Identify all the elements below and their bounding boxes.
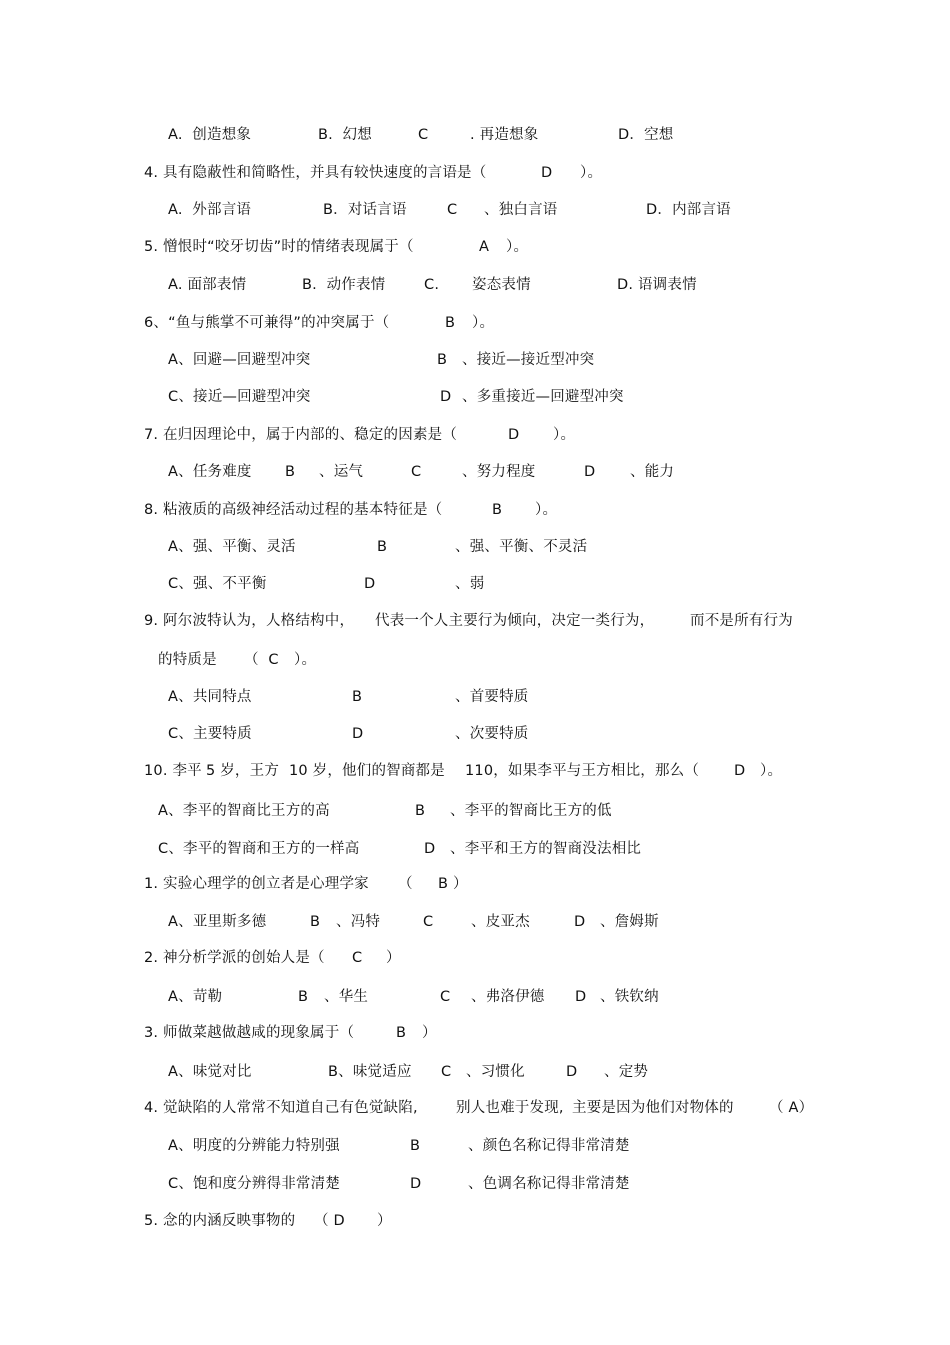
text-segment: ）。 — [294, 652, 317, 668]
text-segment: C — [411, 464, 422, 480]
text-segment: B — [377, 539, 388, 555]
text-segment: . 再造想象 — [470, 127, 539, 143]
text-segment: 7. 在归因理论中，属于内部的、稳定的因素是（ — [144, 427, 458, 443]
text-segment: B — [285, 464, 296, 480]
text-segment: C — [440, 989, 451, 1005]
text-segment: D — [566, 1064, 578, 1080]
text-segment: C、李平的智商和王方的一样高 — [158, 841, 360, 857]
text-segment: A、味觉对比 — [168, 1064, 252, 1080]
text-segment: ）。 — [553, 427, 576, 443]
text-segment: A、回避—回避型冲突 — [168, 352, 311, 368]
text-segment: （ — [398, 876, 413, 892]
text-segment: 、次要特质 — [455, 726, 529, 742]
text-segment: D. 语调表情 — [617, 277, 697, 293]
text-segment: B — [298, 989, 309, 1005]
text-segment: 8. 粘液质的高级神经活动过程的基本特征是（ — [144, 502, 443, 518]
text-segment: A. 外部言语 — [168, 202, 252, 218]
text-segment: 9. 阿尔波特认为，人格结构中， — [144, 613, 355, 629]
text-segment: B — [310, 914, 321, 930]
text-segment: D — [440, 389, 452, 405]
text-segment: 、能力 — [630, 464, 675, 480]
text-segment: A、任务难度 — [168, 464, 252, 480]
text-segment: 、独白言语 — [484, 202, 558, 218]
text-segment: 、华生 — [324, 989, 369, 1005]
text-segment: 、弗洛伊德 — [471, 989, 545, 1005]
text-segment: 、颜色名称记得非常清楚 — [468, 1138, 630, 1154]
text-segment: ）。 — [760, 763, 783, 779]
text-segment: 主要是因为他们对物体的 — [572, 1100, 734, 1116]
text-segment: 、多重接近—回避型冲突 — [462, 389, 624, 405]
text-segment: 、色调名称记得非常清楚 — [468, 1176, 630, 1192]
text-segment: B — [445, 315, 456, 331]
text-segment: D — [508, 427, 520, 443]
text-segment: A、共同特点 — [168, 689, 252, 705]
text-segment: 5 岁，王方 — [206, 763, 280, 779]
text-segment: D — [424, 841, 436, 857]
text-segment: 、定势 — [604, 1064, 649, 1080]
text-segment: D — [541, 165, 553, 181]
text-segment: 姿态表情 — [472, 277, 531, 293]
text-segment: C — [423, 914, 434, 930]
text-segment: 2. 神分析学派的创始人是（ — [144, 950, 325, 966]
text-segment: （ A） — [769, 1100, 814, 1116]
text-segment: C — [441, 1064, 452, 1080]
text-segment: 10 岁，他们的智商都是 — [289, 763, 445, 779]
text-segment: D．空想 — [618, 127, 674, 143]
text-segment: D．内部言语 — [646, 202, 731, 218]
text-segment: B ） — [438, 876, 468, 892]
text-segment: A — [479, 239, 490, 255]
text-segment: C — [418, 127, 429, 143]
text-segment: ）。 — [580, 165, 603, 181]
text-segment: 4. 具有隐蔽性和简略性，并具有较快速度的言语是（ — [144, 165, 487, 181]
text-segment: 、运气 — [319, 464, 364, 480]
text-segment: 、李平和王方的智商没法相比 — [450, 841, 642, 857]
text-segment: 10. 李平 — [144, 763, 202, 779]
text-segment: 别人也难于发现, — [456, 1100, 564, 1116]
text-segment: C — [352, 950, 363, 966]
text-segment: ） — [377, 1213, 392, 1229]
text-segment: A、明度的分辨能力特别强 — [168, 1138, 340, 1154]
text-segment: 、强、平衡、不灵活 — [455, 539, 588, 555]
text-segment: D — [352, 726, 364, 742]
text-segment: （ D — [314, 1213, 345, 1229]
text-segment: 而不是所有行为 — [690, 613, 793, 629]
text-segment: B、味觉适应 — [328, 1064, 412, 1080]
text-segment: C. — [424, 277, 440, 293]
text-segment: B — [396, 1025, 407, 1041]
text-segment: B．对话言语 — [323, 202, 407, 218]
text-segment: A、强、平衡、灵活 — [168, 539, 296, 555]
text-segment: A、苛勒 — [168, 989, 223, 1005]
text-segment: 、詹姆斯 — [600, 914, 659, 930]
text-segment: 、弱 — [455, 576, 485, 592]
text-segment: 、努力程度 — [462, 464, 536, 480]
text-segment: B. 动作表情 — [302, 277, 386, 293]
text-segment: ） — [386, 950, 401, 966]
text-segment: ）。 — [472, 315, 495, 331]
text-segment: ）。 — [506, 239, 529, 255]
text-segment: 、铁钦纳 — [600, 989, 659, 1005]
text-segment: D — [364, 576, 376, 592]
text-segment: C、主要特质 — [168, 726, 252, 742]
text-segment: 、首要特质 — [455, 689, 529, 705]
text-segment: B — [492, 502, 503, 518]
text-segment: 代表一个人主要行为倾向，决定一类行为， — [375, 613, 655, 629]
text-segment: B. 幻想 — [318, 127, 372, 143]
text-segment: 4. 觉缺陷的人常常不知道自己有色觉缺陷, — [144, 1100, 418, 1116]
text-segment: ） — [422, 1025, 437, 1041]
text-segment: D — [734, 763, 746, 779]
text-segment: 的特质是 — [158, 652, 217, 668]
text-segment: 、李平的智商比王方的低 — [450, 803, 612, 819]
text-segment: C、强、不平衡 — [168, 576, 267, 592]
text-segment: D — [575, 989, 587, 1005]
text-segment: B — [415, 803, 426, 819]
text-segment: B — [410, 1138, 421, 1154]
text-segment: （ C — [244, 652, 279, 668]
text-segment: A、李平的智商比王方的高 — [158, 803, 330, 819]
text-segment: C — [447, 202, 458, 218]
text-segment: D — [584, 464, 596, 480]
text-segment: A. 创造想象 — [168, 127, 252, 143]
text-segment: A. 面部表情 — [168, 277, 247, 293]
text-segment: 3. 师做菜越做越咸的现象属于（ — [144, 1025, 355, 1041]
text-segment: C、饱和度分辨得非常清楚 — [168, 1176, 341, 1192]
text-segment: ）。 — [535, 502, 558, 518]
text-segment: 、皮亚杰 — [471, 914, 530, 930]
text-segment: C、接近—回避型冲突 — [168, 389, 311, 405]
text-segment: 6、“鱼与熊掌不可兼得”的冲突属于（ — [144, 315, 390, 331]
text-segment: 5. 念的内涵反映事物的 — [144, 1213, 296, 1229]
text-segment: B — [437, 352, 448, 368]
text-segment: 、习惯化 — [466, 1064, 525, 1080]
text-segment: 110，如果李平与王方相比，那么（ — [465, 763, 700, 779]
text-segment: 1. 实验心理学的创立者是心理学家 — [144, 876, 369, 892]
text-segment: 5. 憎恨时“咬牙切齿”时的情绪表现属于（ — [144, 239, 414, 255]
text-segment: D — [410, 1176, 422, 1192]
text-segment: A、亚里斯多德 — [168, 914, 267, 930]
text-segment: 、冯特 — [336, 914, 381, 930]
text-segment: 、接近—接近型冲突 — [462, 352, 595, 368]
text-segment: D — [574, 914, 586, 930]
text-segment: B — [352, 689, 363, 705]
